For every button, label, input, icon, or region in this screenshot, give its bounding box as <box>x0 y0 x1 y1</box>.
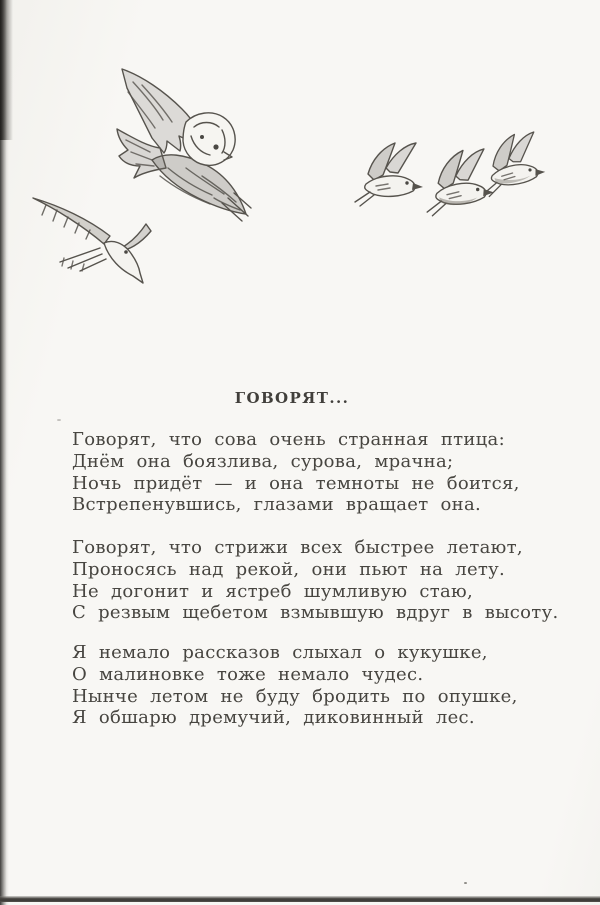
stanza-1 <box>72 429 542 516</box>
poem-line: Я обшарю дремучий, диковинный лес. <box>72 707 475 729</box>
poem-line: Говорят, что стрижи всех быстрее летают, <box>72 537 523 558</box>
swift-bird-1 <box>355 143 423 206</box>
poem-line: Встрепенувшись, глазами вращает она. <box>72 494 482 516</box>
stanza-3 <box>72 642 542 729</box>
dust-speck <box>464 882 467 884</box>
poem-line: О малиновке тоже немало чудес. <box>72 663 424 685</box>
poem-line: Я немало рассказов слыхал о кукушке, <box>72 642 488 663</box>
left-scan-edge-dark-top <box>0 0 13 140</box>
bottom-scan-edge <box>0 896 600 902</box>
swift-bird-2 <box>423 148 495 216</box>
bird-ink-illustration <box>0 0 600 320</box>
poem-line: Проносясь над рекой, они пьют на лету. <box>72 558 506 580</box>
poem-line: Днём она боязлива, сурова, мрачна; <box>72 450 454 472</box>
poem-line: С резвым щебетом взмывшую вдруг в высоту. <box>72 602 559 624</box>
poem-title: ГОВОРЯТ... <box>234 389 350 407</box>
stanza-2 <box>72 537 559 624</box>
swift-bird-3 <box>477 131 547 197</box>
dust-speck <box>57 419 61 421</box>
owl-illustration <box>117 69 251 221</box>
swallow-illustration <box>33 198 151 283</box>
poem-line: Нынче летом не буду бродить по опушке, <box>72 685 518 707</box>
poem-line: Не догонит и ястреб шумливую стаю, <box>72 580 474 602</box>
poem-line: Ночь придёт — и она темноты не боится, <box>72 472 520 494</box>
poem-line: Говорят, что сова очень странная птица: <box>72 429 505 450</box>
